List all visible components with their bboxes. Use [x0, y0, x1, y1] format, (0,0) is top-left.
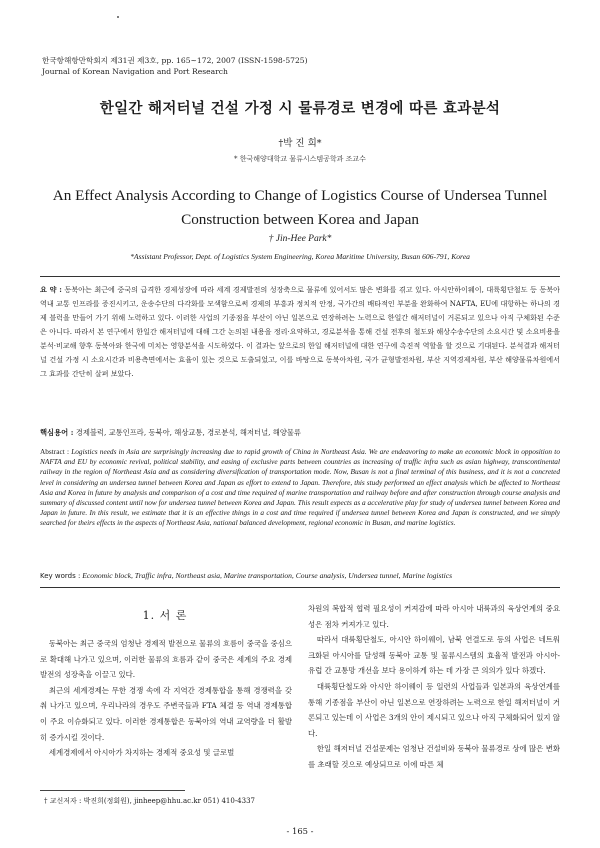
section-heading-introduction: 1. 서 론	[142, 609, 188, 622]
abstract-ko-text: 동북아는 최근에 중국의 급격한 경제성장에 따라 세계 경제발전의 성장축으로 물류에 있어서도 많은 변화를 겪고 있다. 아시안하이웨이, 대륙횡단철도 등 동북아 역내 교통 인프라를 증진시키고, 운송수단의 다각화를 모색함으로써 경제의 부흥과 정치적 안정, 국가간의 배타적인 부분을 완화하여 NAFTA, EU에 대항하는 하나의 경제 블럭을 만들어 가기 위해 노력하고 있다. 이러한 사업의 기종점을 부산이 아닌 일본으로 연장하려는 노력으로 한일간 해저터널이 거론되고 있으나 아직 구체화된 수준은 아니다. 따라서 본 연구에서 한일간 해저터널에 대해 그간 논의된 내용을 정리·요약하고, 경로분석을 통해 건설 전후의 철도와 해상수송수단의 소요시간 및 소요비용을 분석·비교해 향후 동북아와 한국에 미치는 영향분석을 시도하였다. 이 결과는 앞으로의 한일 해저터널에 대한 연구에 촉진적 역할을 할 것으로 기대된다. 분석결과 해저터널 건설 가정 시 소요시간과 비용측면에서는 효율이 있는 것으로 도출되었고, 이를 바탕으로 동북아차원, 국가 균형발전차원, 부산 지역경제차원, 부산 해양물류차원에서 그 효과를 간단히 살펴 보았다.	[40, 285, 561, 378]
body-column-right	[308, 601, 560, 773]
abstract-top-rule	[40, 276, 560, 277]
author-en: † Jin-Hee Park*	[268, 234, 332, 244]
keywords-en-text: Economic block, Traffic infra, Northeast asia, Marine transportation, Course analysis, Undersea tunnel, Marine logistics	[82, 571, 453, 580]
footnote-corresponding-author: † 교신저자 : 박진희(정회원), jinheep@hhu.ac.kr 051) 410-4337	[44, 797, 255, 805]
keywords-ko-text: 경제블럭, 교통인프라, 동북아, 해상교통, 경로분석, 해저터널, 해양물류	[75, 428, 301, 437]
scan-speck	[117, 16, 119, 18]
body-paragraph: 차원의 복합적 협력 필요성이 커져감에 따라 아시아 내륙과의 육상연계의 중요성은 점차 커져가고 있다.	[308, 604, 560, 629]
footnote-rule	[40, 790, 185, 791]
journal-header-ko: 한국항해항만학회지 제31권 제3호, pp. 165~172, 2007 (ISSN-1598-5725)	[42, 56, 308, 65]
abstract-en	[40, 447, 560, 529]
body-paragraph: 동북아는 최근 중국의 엄청난 경제적 발전으로 물류의 흐름이 중국을 중심으로 확대해 나가고 있으며, 이러한 물류의 흐름과 같이 중국은 세계의 주요 경제발전의 성장축을 이끌고 있다.	[40, 639, 292, 680]
abstract-en-text: Logistics needs in Asia are surprisingly increasing due to rapid growth of China in Northeast Asia. We are endeavoring to make an economic block in opposition to NAFTA and EU by economic revival, political stability, and easing of exclusive parts between countries as increasing of traffic infra such as asian highway, transcontinental railway in the region of Northeast Asia and as considering diversification of transportation mode. Now, Busan is not a final terminal of this business, and it is not a concreted level in considering an undersea tunnel between Korea and Japan as effort to extend to Japan. Therefore, this study performed an effect analysis which be affected to Northeast Asia and Korea in future by analysis and comparison of a cost and time required of marine transportation and railway before and after construction through course analysis and summary of discussed content until now for undersea tunnel between Korea and Japan. This result expects as a accelerative play for study of undersea tunnel between Korea and Japan in future. In this result, we estimate that it is an effective things in a cost and time required if undersea tunnel between Korea and Japan is constructed, and we simply searched for theirs effects in the aspects of Northeast Asia, national balanced development, regional economic in Busan, and marine logistics.	[40, 447, 560, 528]
abstract-en-label: Abstract :	[40, 447, 69, 456]
journal-header-en: Journal of Korean Navigation and Port Research	[42, 67, 228, 76]
body-column-left	[40, 636, 292, 761]
keywords-en-label: Key words :	[40, 572, 81, 580]
body-paragraph: 한일 해저터널 건설문제는 엄청난 건설비와 동북아 물류경로 상에 많은 변화를 초래할 것으로 예상되므로 이에 따른 체	[308, 744, 560, 769]
paper-title-ko: 한일간 해저터널 건설 가정 시 물류경로 변경에 따른 효과분석	[99, 100, 501, 117]
page-number: - 165 -	[286, 826, 314, 836]
abstract-bottom-rule	[40, 587, 560, 588]
abstract-ko	[40, 283, 560, 381]
affiliation-ko: * 한국해양대학교 물류시스템공학과 조교수	[234, 155, 366, 163]
affiliation-en: *Assistant Professor, Dept. of Logistics System Engineering, Korea Maritime University, Busan 606-791, Korea	[130, 252, 470, 261]
keywords-en	[40, 571, 560, 580]
abstract-ko-label: 요 약 :	[40, 285, 62, 294]
body-paragraph: 대륙횡단철도와 아시안 하이웨이 등 일련의 사업들과 일본과의 육상연계를 통해 기종점을 부산이 아닌 일본으로 연장하려는 노력으로 한일 해저터널이 거론되고 있는데 이 사업은 3개의 안이 제시되고 있으나 아직 구체화되어 있지 않다.	[308, 681, 560, 738]
keywords-ko	[40, 428, 560, 438]
keywords-ko-label: 핵심용어 :	[40, 428, 74, 437]
body-paragraph: 최근의 세계경제는 무한 경쟁 속에 각 지역간 경제통합을 통해 경쟁력을 갖춰 나가고 있으며, 우리나라의 경우도 주변국들과 FTA 체결 등 역내 경제통합이 주요 이슈화되고 있다. 이러한 경제통합은 동북아의 역내 교역량을 더 활발히 증가시킬 것이다.	[40, 685, 292, 742]
body-paragraph: 세계경제에서 아시아가 차지하는 경제적 중요성 및 글로벌	[48, 748, 235, 758]
author-ko: †박 진 희*	[278, 138, 322, 149]
paper-title-en: An Effect Analysis According to Change of Logistics Course of Undersea Tunnel Construction between Korea and Japan	[52, 187, 548, 228]
body-paragraph: 따라서 대륙횡단철도, 아시안 하이웨이, 남북 연결도로 등의 사업은 네트워크화된 아시아를 달성해 동북아 교통 및 물류시스템의 효율적 발전과 아시아-유럽 간 교통망 개선을 보다 용이하게 하는 데 가장 큰 의의가 있다 하겠다.	[308, 635, 560, 676]
